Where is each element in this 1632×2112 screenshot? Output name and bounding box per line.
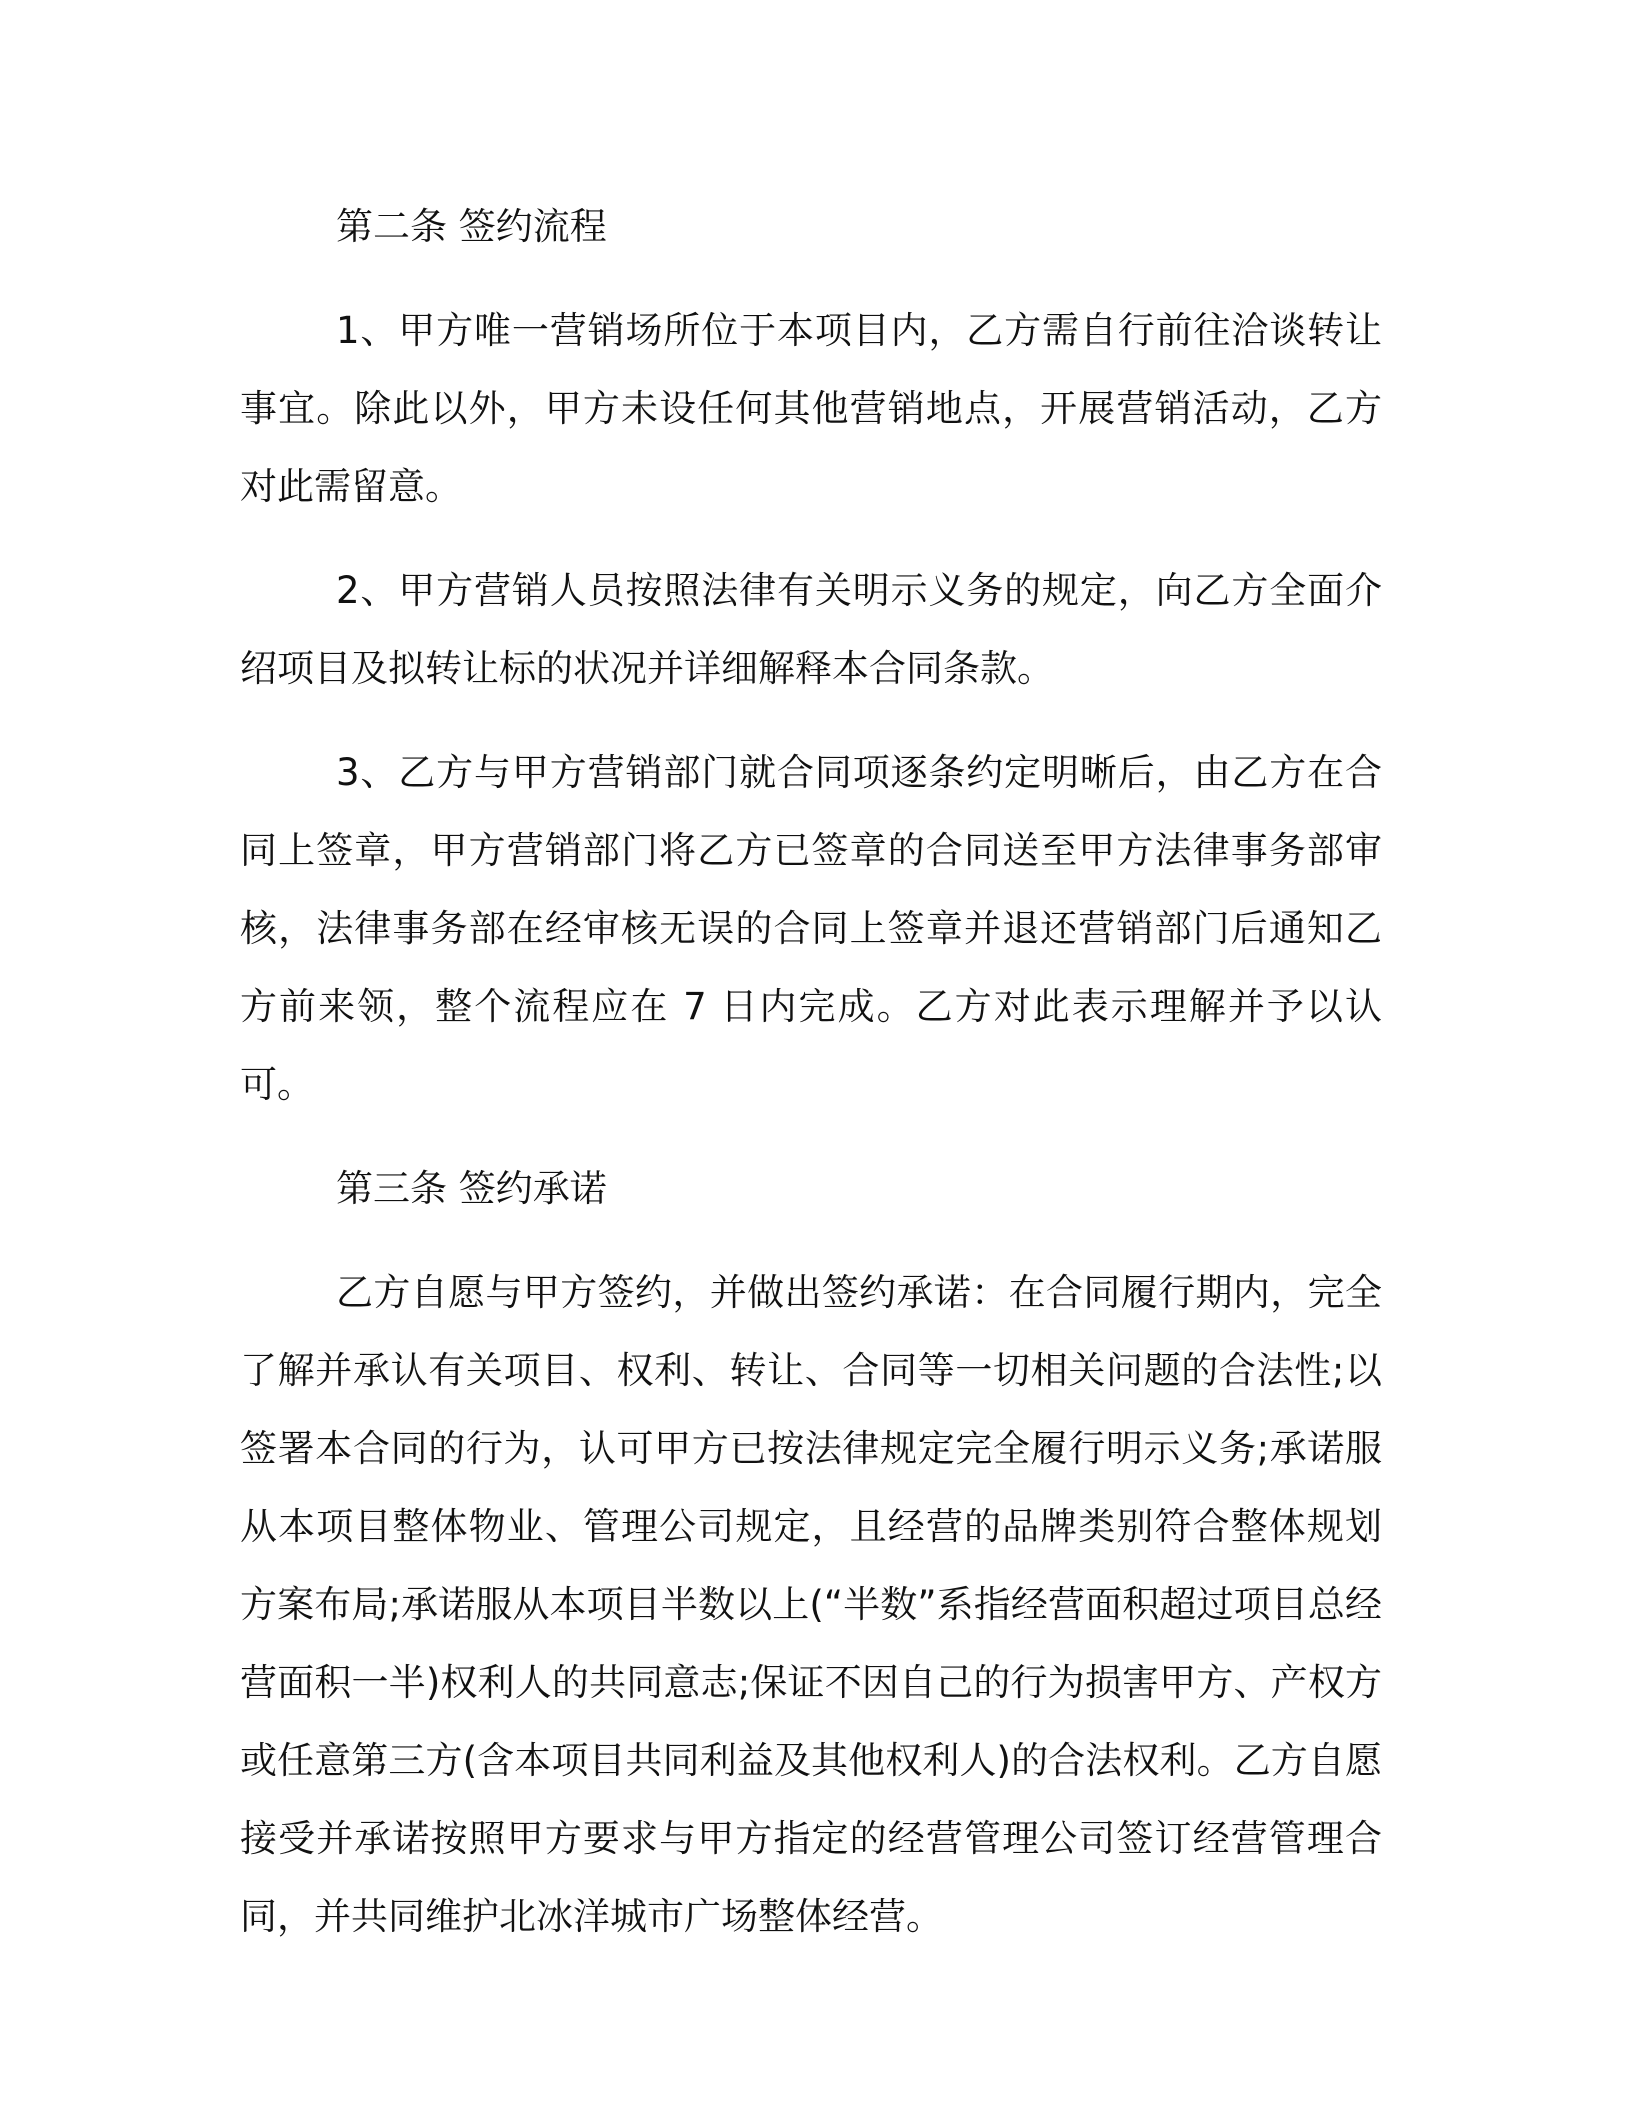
article-2-paragraph-3: 3、乙方与甲方营销部门就合同项逐条约定明晰后，由乙方在合同上签章，甲方营销部门将乙方已签章的合同送至甲方法律事务部审核，法律事务部在经审核无误的合同上签章并退还营销部门后通知乙方前来领，整个流程应在 7 日内完成。乙方对此表示理解并予以认可。 xyxy=(240,751,1382,1106)
article-2-paragraph-1: 1、甲方唯一营销场所位于本项目内，乙方需自行前往洽谈转让事宜。除此以外，甲方未设任何其他营销地点，开展营销活动，乙方对此需留意。 xyxy=(240,309,1382,508)
article-2-paragraph-2: 2、甲方营销人员按照法律有关明示义务的规定，向乙方全面介绍项目及拟转让标的状况并详细解释本合同条款。 xyxy=(240,569,1382,690)
document-body xyxy=(240,188,1382,1982)
article-3-paragraph-1: 乙方自愿与甲方签约，并做出签约承诺：在合同履行期内，完全了解并承认有关项目、权利、转让、合同等一切相关问题的合法性;以签署本合同的行为，认可甲方已按法律规定完全履行明示义务;承诺服从本项目整体物业、管理公司规定，且经营的品牌类别符合整体规划方案布局;承诺服从本项目半数以上(“半数”系指经营面积超过项目总经营面积一半)权利人的共同意志;保证不因自己的行为损害甲方、产权方或任意第三方(含本项目共同利益及其他权利人)的合法权利。乙方自愿接受并承诺按照甲方要求与甲方指定的经营管理公司签订经营管理合同，并共同维护北冰洋城市广场整体经营。 xyxy=(240,1271,1382,1938)
article-2-heading: 第二条 签约流程 xyxy=(336,205,607,248)
article-3-heading: 第三条 签约承诺 xyxy=(336,1167,607,1210)
